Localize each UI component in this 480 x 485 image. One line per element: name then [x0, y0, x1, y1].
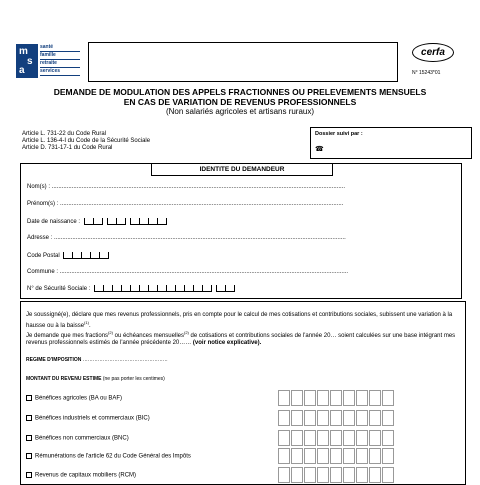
identite-header: IDENTITE DU DEMANDEUR	[151, 164, 333, 176]
montant-revenu-label: MONTANT DU REVENU ESTIME (ne pas porter les centimes)	[26, 376, 165, 382]
article-ref: Article L. 731-22 du Code Rural	[22, 131, 107, 137]
revenu-option-bnc[interactable]: Bénéfices non commerciaux (BNC)	[26, 435, 129, 442]
revenu-option-art62[interactable]: Rémunérations de l'article 62 du Code Général des Impôts	[26, 453, 191, 460]
nom-field[interactable]: Nom(s) : ................................................................................................................................................................................	[27, 184, 346, 190]
checkbox[interactable]	[26, 435, 32, 441]
revenu-bic-input[interactable]	[278, 410, 395, 426]
declaration-paragraph-2: Je demande que mes fractions$^{(2)}$ ou échéances mensuelles$^{(2)}$ de cotisations et contributions sociales de l'année 20… soient calculées sur une base intégrant mes revenus professionnels estimés de l'année précédente 20…… (voir notice explicative).	[26, 330, 456, 346]
regime-imposition-field[interactable]: REGIME D'IMPOSITION ……………………………………………	[26, 357, 168, 363]
commune-field[interactable]: Commune : .............................................................................................................................................................................	[27, 269, 349, 275]
checkbox[interactable]	[26, 453, 32, 459]
revenu-rcm-input[interactable]	[278, 467, 395, 483]
checkbox[interactable]	[26, 395, 32, 401]
declaration-paragraph-1: Je soussigné(e), déclare que mes revenus professionnels, pris en compte pour le calcul de mes cotisations et contributions sociales, subissent une variation à la hausse ou à la baisse$^{(1)}$.	[26, 312, 453, 329]
form-title-line1: DEMANDE DE MODULATION DES APPELS FRACTIONNES OU PRELEVEMENTS MENSUELS	[53, 87, 427, 97]
form-subtitle: (Non salariés agricoles et artisans ruraux)	[165, 107, 315, 116]
date-naissance-field[interactable]: Date de naissance :	[27, 218, 167, 225]
prenom-field[interactable]: Prénom(s) : ..........................................................................................................................................................................	[27, 201, 344, 207]
revenu-art62-input[interactable]	[278, 448, 395, 464]
cerfa-number: N° 15243*01	[412, 70, 441, 76]
adresse-field[interactable]: Adresse : ...............................................................................................................................................................................	[27, 235, 346, 241]
msa-logo-text: santé famille retraite services	[40, 44, 80, 76]
dossier-suivi-label: Dossier suivi par :	[315, 131, 363, 137]
organism-stamp-box	[88, 42, 398, 82]
identite-section	[20, 163, 462, 299]
msa-logo-mark: m s a	[16, 44, 38, 78]
cerfa-logo: cerfa	[412, 43, 454, 62]
checkbox[interactable]	[26, 415, 32, 421]
phone-icon: ☎	[315, 146, 324, 153]
msa-logo	[16, 44, 82, 78]
revenu-option-bic[interactable]: Bénéfices industriels et commerciaux (BIC)	[26, 415, 150, 422]
securite-sociale-field[interactable]: N° de Sécurité Sociale :	[27, 285, 235, 292]
article-ref: Article D. 731-17-1 du Code Rural	[22, 145, 113, 151]
declaration-section	[20, 301, 466, 485]
form-title-line2: EN CAS DE VARIATION DE REVENUS PROFESSIONNELS	[123, 97, 357, 107]
checkbox[interactable]	[26, 472, 32, 478]
dossier-suivi-box	[310, 127, 472, 159]
code-postal-field[interactable]: Code Postal	[27, 252, 109, 259]
article-ref: Article L. 136-4-I du Code de la Sécurité Sociale	[22, 138, 151, 144]
revenu-option-ba[interactable]: Bénéfices agricoles (BA ou BAF)	[26, 395, 122, 402]
revenu-ba-input[interactable]	[278, 390, 395, 406]
revenu-bnc-input[interactable]	[278, 430, 395, 446]
revenu-option-rcm[interactable]: Revenus de capitaux mobiliers (RCM)	[26, 472, 136, 479]
